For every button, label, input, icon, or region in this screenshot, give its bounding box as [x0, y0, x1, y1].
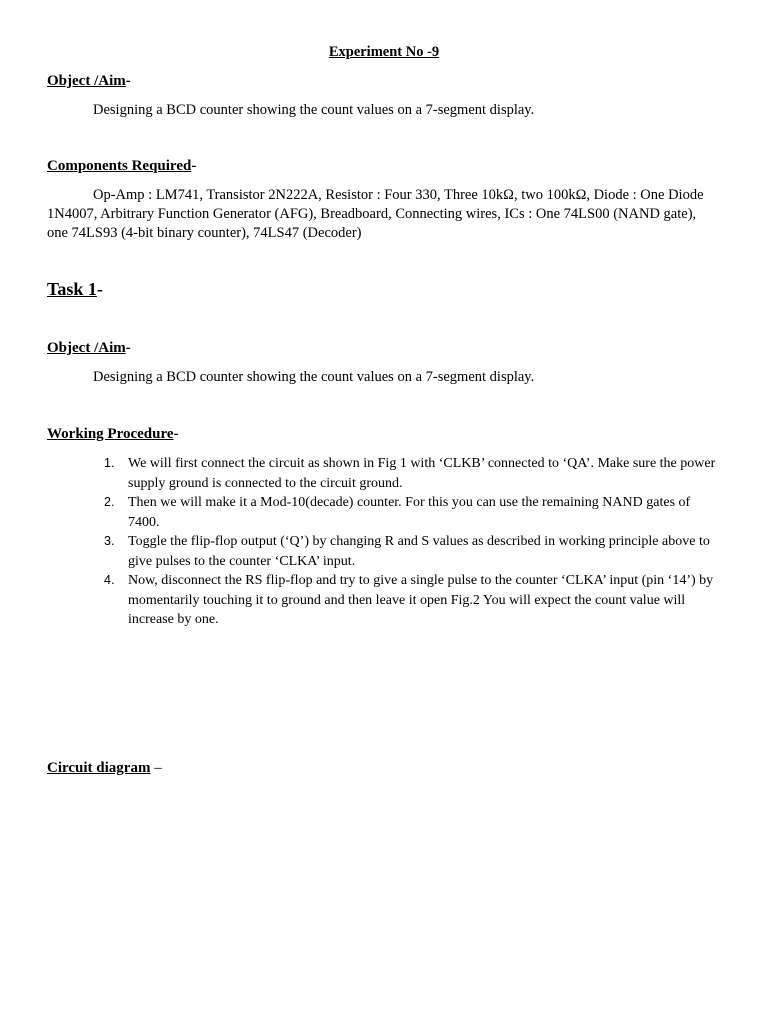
task1-heading-label: Task 1 — [47, 279, 97, 299]
object-aim-heading-2-label: Object /Aim — [47, 340, 126, 356]
object-aim-heading-1-suffix: - — [125, 73, 131, 89]
procedure-step-number: 3. — [104, 534, 115, 548]
task1-heading-suffix: - — [96, 279, 103, 299]
procedure-heading-label: Working Procedure — [47, 426, 174, 442]
object-aim-heading-1-label: Object /Aim — [47, 73, 126, 89]
object-aim-text-1: Designing a BCD counter showing the count values on a 7-segment display. — [93, 102, 535, 118]
object-aim-heading-2-suffix: - — [125, 340, 131, 356]
procedure-step — [104, 454, 724, 493]
procedure-step-text: Toggle the flip-flop output (‘Q’) by changing R and S values as described in working principle above to give pulses to the counter ‘CLKA’ input. — [128, 534, 710, 569]
procedure-step-text: We will first connect the circuit as shown in Fig 1 with ‘CLKB’ connected to ‘QA’. Make sure the power supply ground is connected to the circuit ground. — [128, 456, 716, 491]
circuit-diagram-heading — [47, 760, 162, 777]
procedure-step — [104, 571, 724, 630]
circuit-diagram-heading-label: Circuit diagram — [47, 760, 151, 776]
task1-heading — [47, 279, 103, 300]
procedure-step-number: 2. — [104, 495, 115, 509]
object-aim-heading-2 — [47, 340, 131, 357]
experiment-title: Experiment No -9 — [328, 44, 440, 60]
procedure-heading — [47, 426, 179, 443]
procedure-step — [104, 493, 724, 532]
object-aim-heading-1 — [47, 73, 131, 90]
components-heading-suffix: - — [191, 158, 197, 174]
procedure-step-number: 4. — [104, 573, 115, 587]
procedure-steps — [104, 454, 724, 630]
procedure-step-text: Then we will make it a Mod-10(decade) counter. For this you can use the remaining NAND gates of 7400. — [128, 495, 691, 530]
components-heading — [47, 158, 196, 175]
object-aim-text-2: Designing a BCD counter showing the count values on a 7-segment display. — [93, 369, 535, 385]
procedure-step-text: Now, disconnect the RS flip-flop and try to give a single pulse to the counter ‘CLKA’ input (pin ‘14’) by momentarily touching it to ground and then leave it open Fig.2 You will expect the count value will increase by one. — [128, 573, 714, 627]
procedure-step — [104, 532, 724, 571]
components-text: Op-Amp : LM741, Transistor 2N222A, Resistor : Four 330, Three 10kΩ, two 100kΩ, Diode : One Diode 1N4007, Arbitrary Function Generator (AFG), Breadboard, Connecting wires, ICs : One 74LS00 (NAND gate), one 74LS93 (4-bit binary counter), 74LS47 (Decoder) — [47, 187, 704, 241]
procedure-step-number: 1. — [104, 456, 115, 470]
circuit-diagram-heading-suffix: – — [150, 760, 162, 776]
components-heading-label: Components Required — [47, 158, 192, 174]
procedure-heading-suffix: - — [173, 426, 179, 442]
